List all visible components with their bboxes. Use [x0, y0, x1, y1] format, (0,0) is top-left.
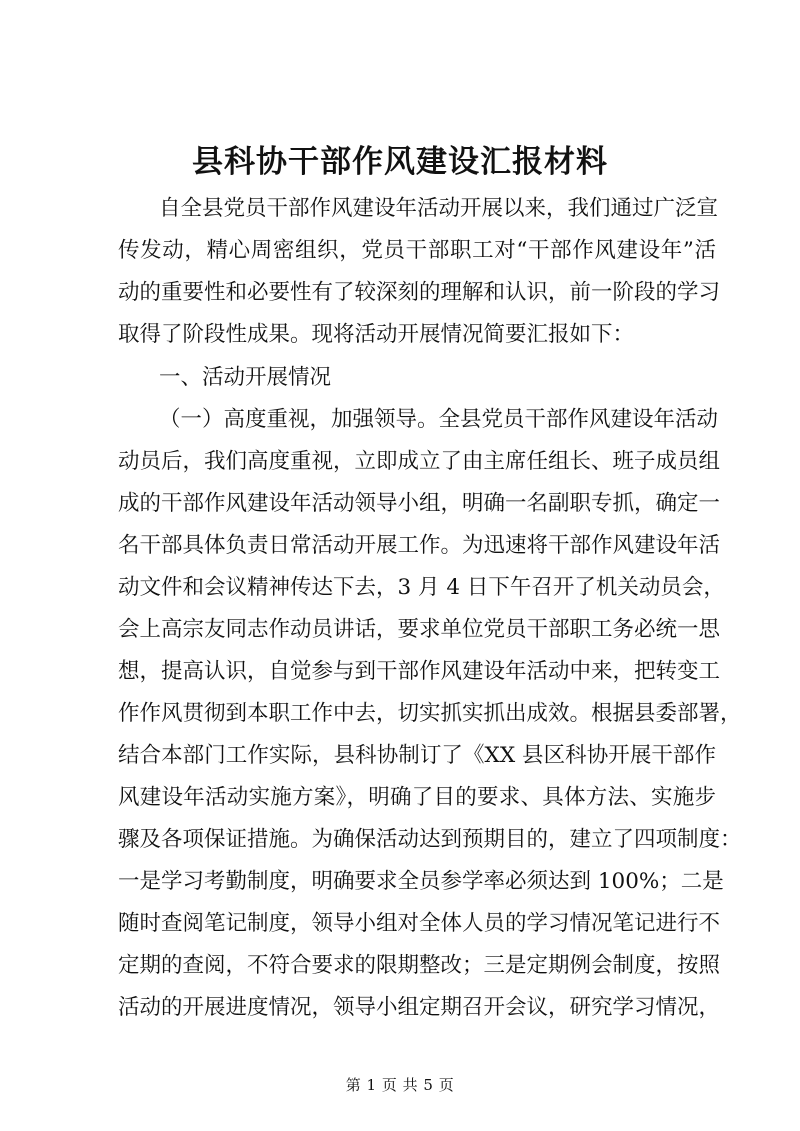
paragraph-line: 成的干部作风建设年活动领导小组，明确一名副职专抓，确定一 — [118, 491, 721, 516]
paragraph-line: 定期的查阅，不符合要求的限期整改；三是定期例会制度，按照 — [118, 953, 721, 978]
paragraph-line: 想，提高认识，自觉参与到干部作风建设年活动中来，把转变工 — [118, 659, 721, 684]
page-number-footer: 第 1 页 共 5 页 — [345, 1076, 455, 1094]
paragraph-line: 传发动，精心周密组织，党员干部职工对“干部作风建设年”活 — [118, 238, 716, 263]
paragraph-line: 骤及各项保证措施。为确保活动达到预期目的，建立了四项制度： — [118, 827, 742, 852]
document-title: 县科协干部作风建设汇报材料 — [192, 144, 608, 180]
paragraph-line: 结合本部门工作实际，县科协制订了《XX 县区科协开展干部作 — [118, 743, 716, 768]
paragraph-line: 名干部具体负责日常活动开展工作。为迅速将干部作风建设年活 — [118, 533, 721, 558]
section-heading: 一、活动开展情况 — [159, 365, 332, 390]
paragraph-line: 动员后，我们高度重视，立即成立了由主席任组长、班子成员组 — [118, 449, 721, 474]
paragraph-line: 取得了阶段性成果。现将活动开展情况简要汇报如下： — [118, 322, 635, 347]
paragraph-line: 动文件和会议精神传达下去，3 月 4 日下午召开了机关动员会， — [118, 575, 725, 600]
paragraph-line: 随时查阅笔记制度，领导小组对全体人员的学习情况笔记进行不 — [118, 911, 721, 936]
paragraph-line: 作作风贯彻到本职工作中去，切实抓实抓出成效。根据县委部署， — [118, 701, 742, 726]
paragraph-line: （一）高度重视，加强领导。全县党员干部作风建设年活动 — [159, 407, 719, 432]
paragraph-line: 会上高宗友同志作动员讲话，要求单位党员干部职工务必统一思 — [118, 617, 721, 642]
paragraph-line: 活动的开展进度情况，领导小组定期召开会议，研究学习情况， — [118, 995, 721, 1020]
paragraph-line: 一是学习考勤制度，明确要求全员参学率必须达到 100%；二是 — [118, 869, 724, 894]
paragraph-line: 风建设年活动实施方案》，明确了目的要求、具体方法、实施步 — [118, 785, 716, 810]
paragraph-line: 动的重要性和必要性有了较深刻的理解和认识，前一阶段的学习 — [118, 280, 721, 305]
paragraph-line: 自全县党员干部作风建设年活动开展以来，我们通过广泛宣 — [159, 196, 719, 221]
